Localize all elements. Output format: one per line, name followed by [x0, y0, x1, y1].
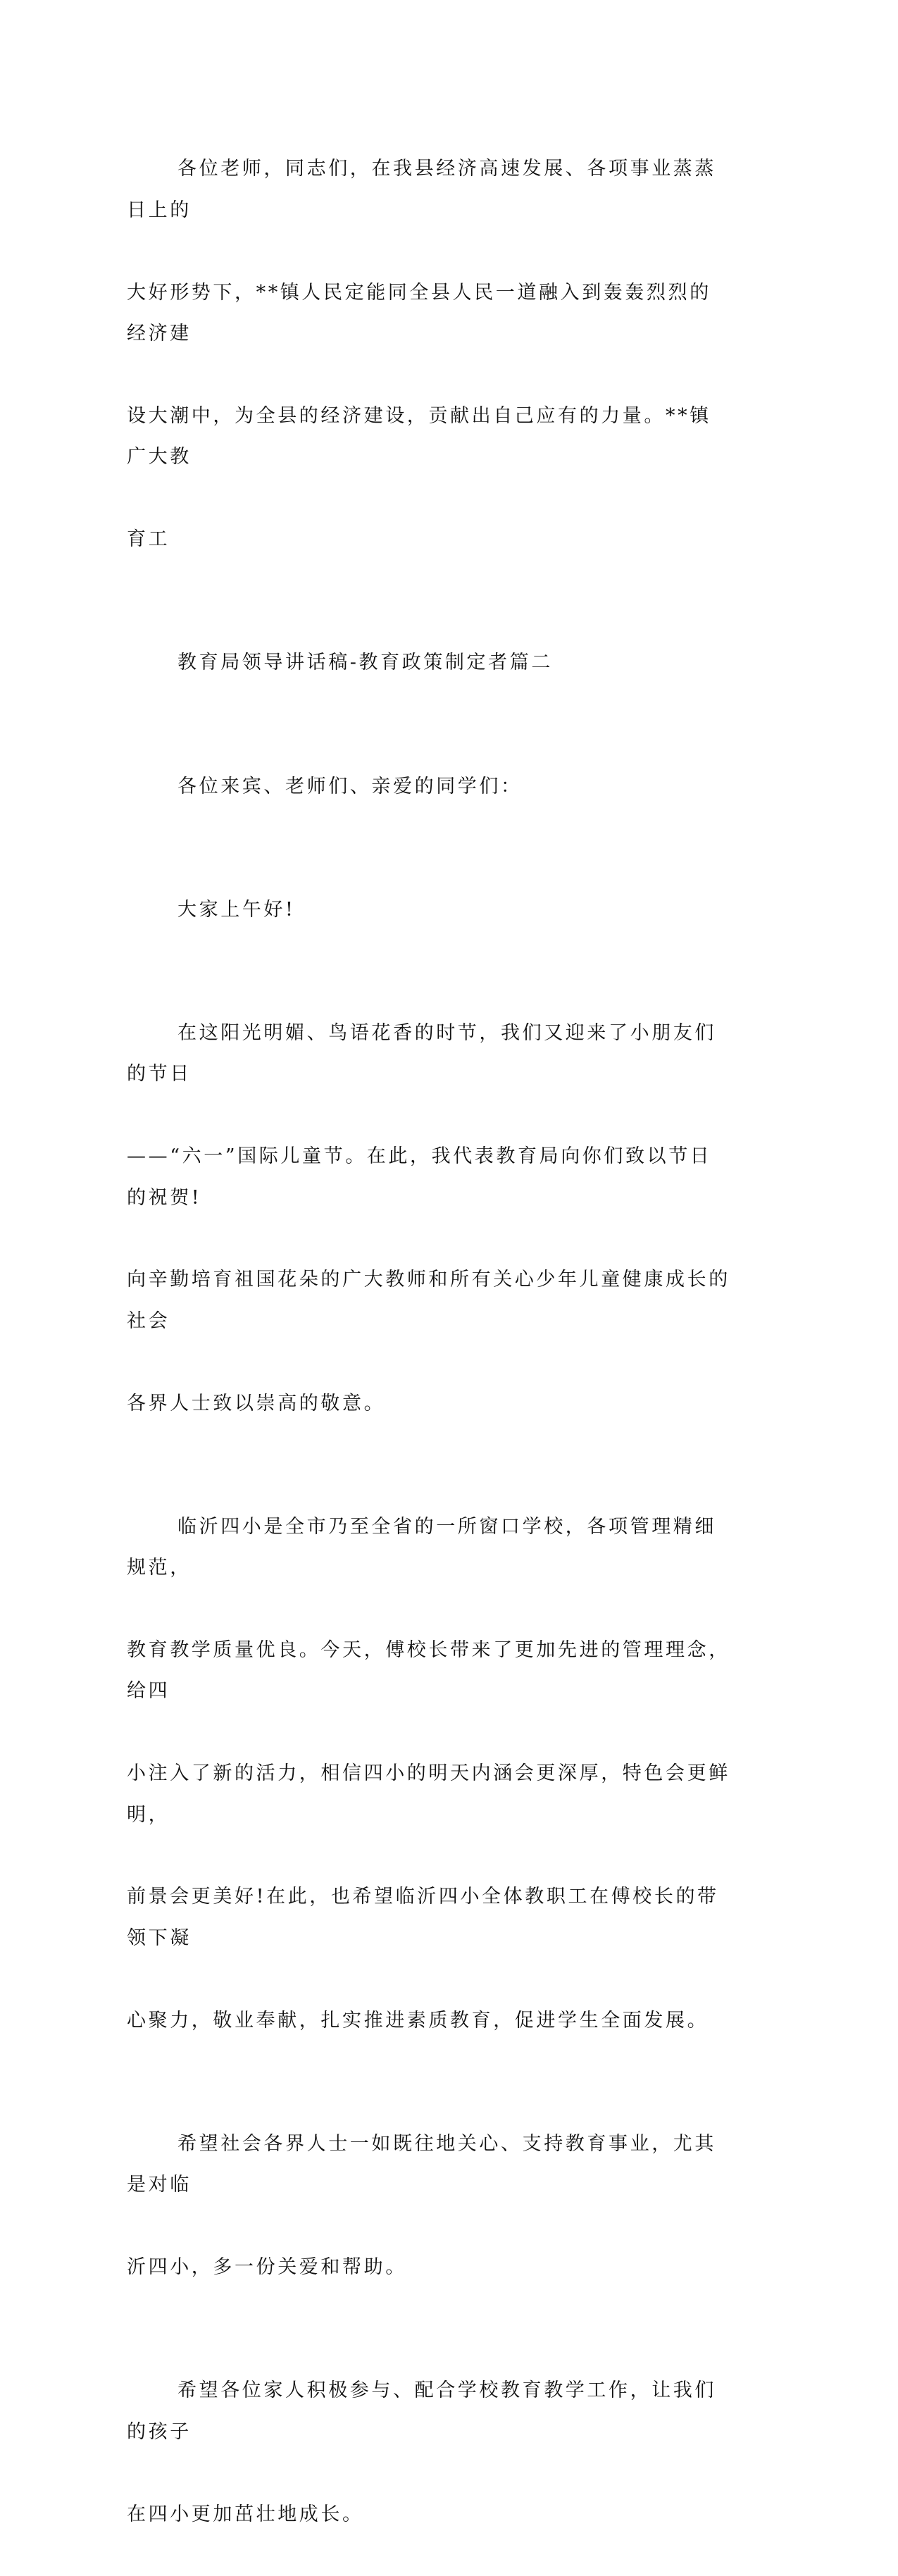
paragraph-festival — [127, 972, 732, 1466]
text-line: 大好形势下，**镇人民定能同全县人民一道融入到轰轰烈烈的经济建 — [127, 281, 711, 345]
text-line: ——“六一”国际儿童节。在此，我代表教育局向你们致以节日的祝贺! — [127, 1145, 712, 1209]
section-title: 教育局领导讲话稿-教育政策制定者篇二 — [177, 652, 553, 674]
section-heading — [127, 602, 732, 725]
text-line: 在这阳光明媚、鸟语花香的时节，我们又迎来了小朋友们的节日 — [127, 1021, 716, 1085]
paragraph-opening — [127, 108, 732, 602]
paragraph-greeting — [127, 848, 732, 971]
text-line: 希望各位家人积极参与、配合学校教育教学工作，让我们的孩子 — [127, 2379, 716, 2443]
text-line: 沂四小，多一份关爱和帮助。 — [127, 2256, 407, 2279]
text-line: 向辛勤培育祖国花朵的广大教师和所有关心少年儿童健康成长的社会 — [127, 1269, 730, 1332]
text-line: 育工 — [127, 528, 170, 551]
paragraph-salutation — [127, 725, 732, 848]
text-line: 大家上午好! — [177, 898, 296, 921]
paragraph-school — [127, 1465, 732, 2082]
text-line: 前景会更美好!在此，也希望临沂四小全体教职工在傅校长的带领下凝 — [127, 1886, 719, 1949]
text-line: 心聚力，敬业奉献，扎实推进素质教育，促进学生全面发展。 — [127, 2009, 709, 2031]
text-line: 各位老师，同志们，在我县经济高速发展、各项事业蒸蒸日上的 — [127, 158, 716, 221]
paragraph-society — [127, 2083, 732, 2329]
document-body — [127, 108, 732, 2576]
text-line: 教育教学质量优良。今天，傅校长带来了更加先进的管理理念，给四 — [127, 1639, 730, 1703]
text-line: 希望社会各界人士一如既往地关心、支持教育事业，尤其是对临 — [127, 2132, 716, 2196]
text-line: 各位来宾、老师们、亲爱的同学们： — [177, 775, 523, 797]
text-line: 小注入了新的活力，相信四小的明天内涵会更深厚，特色会更鲜明， — [127, 1762, 730, 1826]
text-line: 在四小更加茁壮地成长。 — [127, 2503, 364, 2525]
text-line: 设大潮中，为全县的经济建设，贡献出自己应有的力量。**镇广大教 — [127, 404, 711, 468]
text-line: 各界人士致以崇高的敬意。 — [127, 1392, 386, 1414]
paragraph-families — [127, 2329, 732, 2576]
text-line: 临沂四小是全市乃至全省的一所窗口学校，各项管理精细规范， — [127, 1515, 716, 1579]
